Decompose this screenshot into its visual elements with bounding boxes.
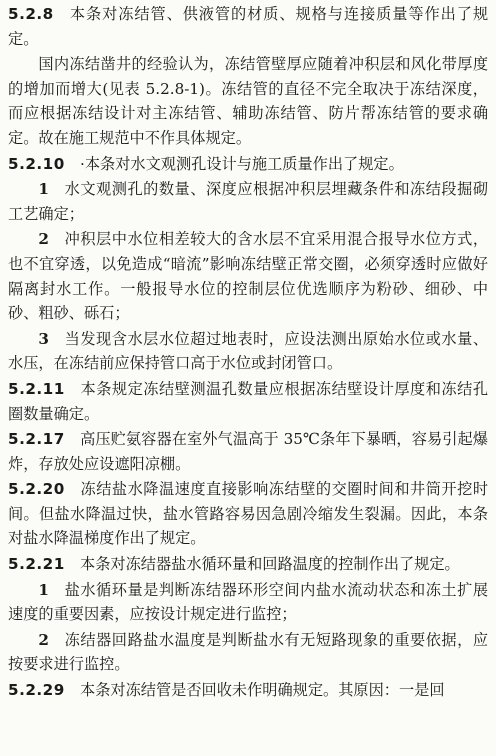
- item-number: 2: [38, 230, 49, 249]
- list-item: [8, 227, 488, 325]
- list-item: [8, 327, 488, 376]
- clause-5-2-21: [8, 552, 488, 577]
- clause-number: 5.2.10: [8, 154, 65, 173]
- clause-5-2-11: [8, 377, 488, 426]
- clause-number: 5.2.17: [8, 430, 65, 449]
- item-number: 2: [38, 630, 49, 649]
- clause-5-2-10: [8, 152, 488, 177]
- item-number: 1: [38, 580, 49, 599]
- item-text: 当发现含水层水位超过地表时，应设法测出原始水位或水量、水压，在冻结前应保持管口高于水位或封闭管口。: [8, 329, 488, 373]
- body-paragraph: [8, 52, 488, 150]
- clause-text: 本条对冻结管是否回收未作明确规定。其原因：一是回: [80, 681, 445, 700]
- clause-number: 5.2.11: [8, 379, 65, 398]
- clause-text: 本条对冻结管、供液管的材质、规格与连接质量等作出了规定。: [8, 5, 488, 48]
- clause-number: 5.2.21: [8, 555, 65, 574]
- item-text: 水文观测孔的数量、深度应根据冲积层埋藏条件和冻结段掘砌工艺确定；: [8, 180, 488, 223]
- clause-text: 本条对冻结器盐水循环量和回路温度的控制作出了规定。: [80, 555, 460, 574]
- item-number: 3: [38, 329, 49, 348]
- clause-text: 冻结盐水降温速度直接影响冻结壁的交圈时间和井筒开挖时间。但盐水降温过快，盐水管路容易因急剧冷缩发生裂漏。因此，本条对盐水降温梯度作出了规定。: [8, 480, 488, 548]
- clause-text: ·本条对水文观测孔设计与施工质量作出了规定。: [80, 154, 404, 173]
- list-item: [8, 177, 488, 226]
- clause-5-2-17: [8, 427, 488, 476]
- clause-text: 本条规定冻结壁测温孔数量应根据冻结壁设计厚度和冻结孔圈数量确定。: [8, 379, 488, 423]
- clause-number: 5.2.20: [8, 480, 65, 499]
- clause-5-2-8: [8, 2, 488, 51]
- list-item: [8, 578, 488, 627]
- item-text: 冻结器回路盐水温度是判断盐水有无短路现象的重要依据，应按要求进行监控。: [8, 630, 488, 674]
- clause-5-2-20: [8, 477, 488, 551]
- item-text: 冲积层中水位相差较大的含水层不宜采用混合报导水位方式，也不宜穿透，以免造成“暗流”影响冻结壁正常交圈，必须穿透时应做好隔离封水工作。一般报导水位的控制层位优选顺序为粉砂、细砂、中砂、粗砂、砾石；: [8, 230, 488, 323]
- clause-number: 5.2.8: [8, 5, 54, 23]
- paragraph-text: 国内冻结凿井的经验认为，冻结管壁厚应随着冲积层和风化带厚度的增加而增大(见表 5.2.8-1)。冻结管的直径不完全取决于冻结深度，而应根据冻结设计对主冻结管、辅助冻结管、防片帮冻结管的要求确定。故在施工规范中不作具体规定。: [8, 55, 488, 147]
- clause-number: 5.2.29: [8, 681, 65, 700]
- item-text: 盐水循环量是判断冻结器环形空间内盐水流动状态和冻土扩展速度的重要因素，应按设计规定进行监控；: [8, 580, 488, 624]
- clause-text: 高压贮氨容器在室外气温高于 35℃条年下暴晒，容易引起爆炸，存放处应设遮阳凉棚。: [8, 430, 488, 473]
- list-item: [8, 628, 488, 677]
- item-number: 1: [38, 180, 49, 199]
- clause-5-2-29: [8, 678, 488, 703]
